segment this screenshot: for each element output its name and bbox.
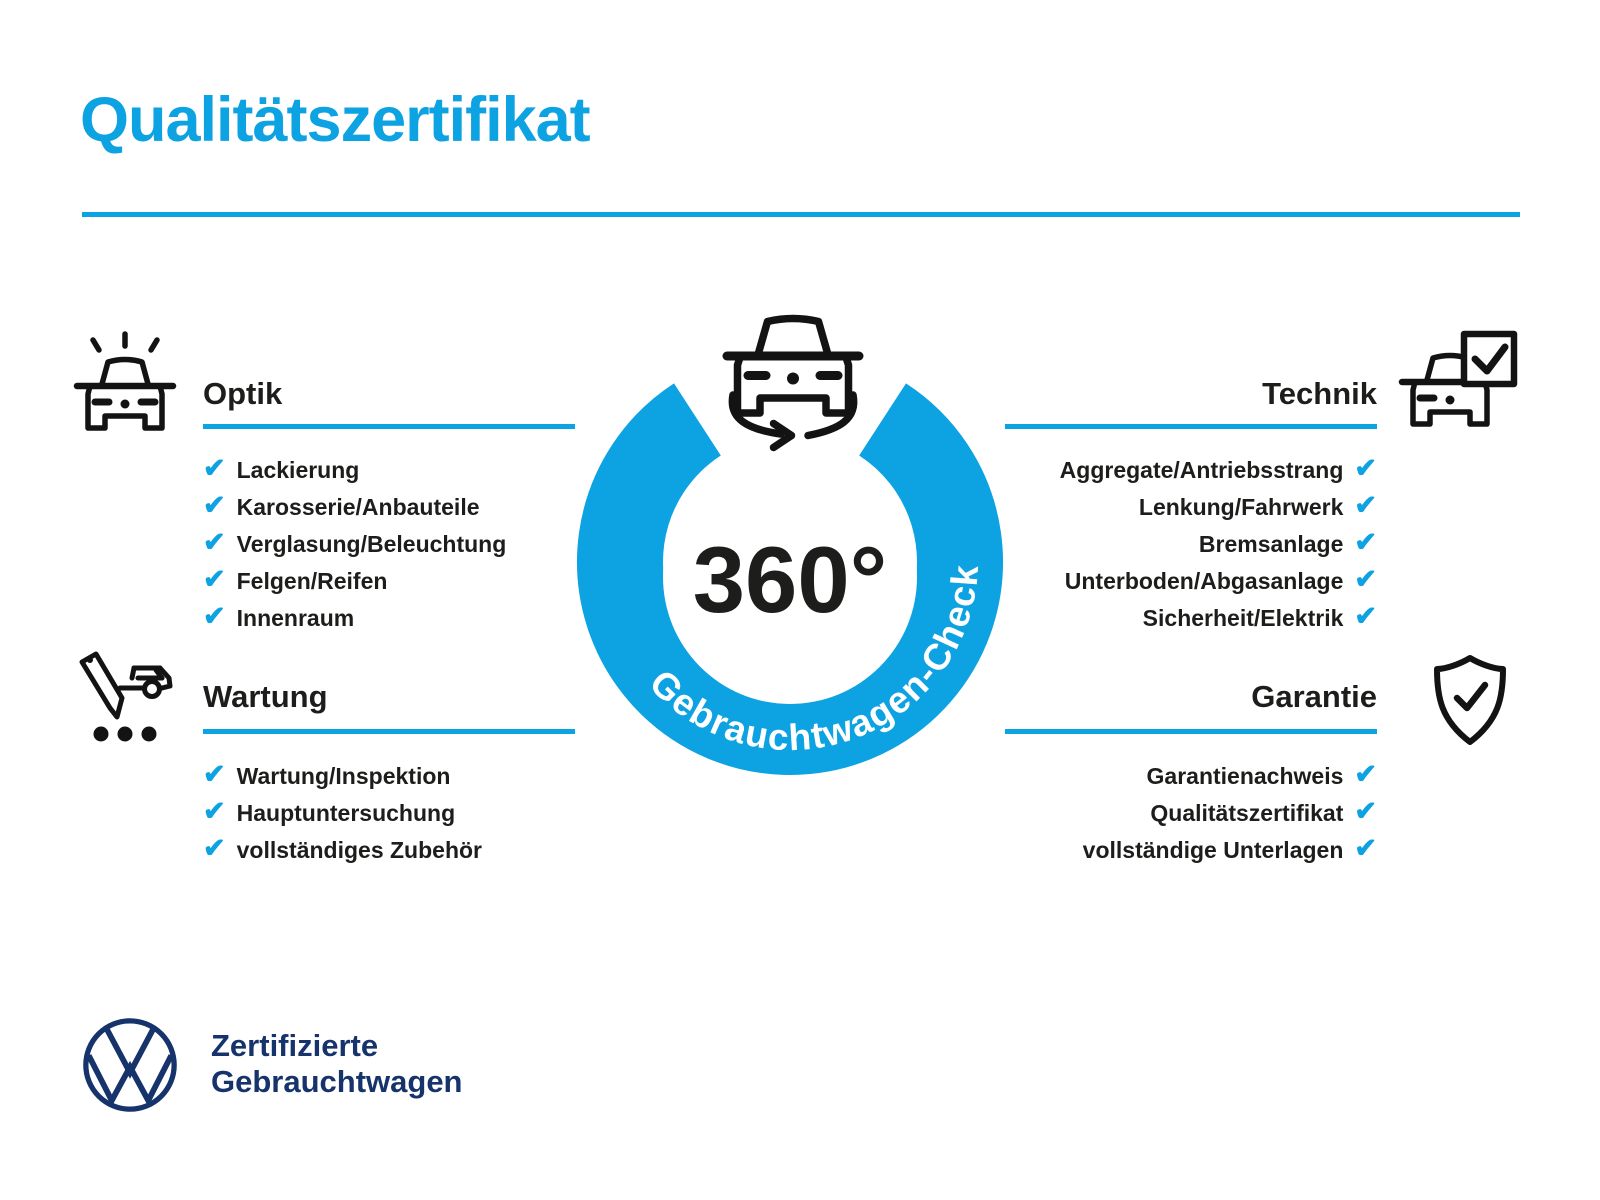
check-icon: ✔ (1354, 833, 1377, 863)
section-heading-wartung: Wartung (203, 679, 328, 714)
item-label: Qualitätszertifikat (1150, 800, 1344, 826)
check-icon: ✔ (203, 564, 226, 594)
optik-list (203, 452, 506, 637)
list-item (1150, 795, 1377, 832)
check-icon: ✔ (1354, 796, 1377, 826)
optik-underline (203, 424, 575, 429)
technik-underline (1005, 424, 1377, 429)
list-item (1060, 452, 1377, 489)
list-item (203, 600, 506, 637)
check-icon: ✔ (1354, 601, 1377, 631)
item-label: Karosserie/Anbauteile (236, 494, 480, 520)
item-label: Unterboden/Abgasanlage (1064, 568, 1344, 594)
360-degree-badge (540, 300, 1040, 790)
item-label: Verglasung/Beleuchtung (236, 531, 507, 557)
item-label: Lackierung (236, 457, 360, 483)
list-item (1143, 600, 1377, 637)
item-label: Lenkung/Fahrwerk (1138, 494, 1344, 520)
check-icon: ✔ (1354, 490, 1377, 520)
vw-logo (82, 1017, 178, 1113)
garantie-underline (1005, 729, 1377, 734)
item-label: Aggregate/Antriebsstrang (1059, 457, 1344, 483)
check-icon: ✔ (203, 796, 226, 826)
list-item (203, 452, 506, 489)
page-title: Qualitätszertifikat (80, 85, 590, 155)
check-icon: ✔ (1354, 453, 1377, 483)
check-icon: ✔ (203, 759, 226, 789)
pencil-checklist-car-icon (72, 642, 178, 746)
list-item (203, 563, 506, 600)
car-rotate-360-icon (727, 319, 859, 448)
list-item (1139, 489, 1377, 526)
wartung-list (203, 758, 482, 869)
list-item (203, 832, 482, 869)
check-icon: ✔ (1354, 759, 1377, 789)
list-item (1147, 758, 1377, 795)
list-item (203, 795, 482, 832)
wartung-underline (203, 729, 575, 734)
item-label: vollständige Unterlagen (1082, 837, 1344, 863)
list-item (203, 489, 506, 526)
badge-degree-label: 360° (692, 527, 888, 632)
list-item (1065, 563, 1377, 600)
title-divider (82, 212, 1520, 217)
item-label: vollständiges Zubehör (236, 837, 482, 863)
section-heading-technik: Technik (1262, 376, 1377, 411)
check-icon: ✔ (203, 833, 226, 863)
brand-line-2: Gebrauchtwagen (211, 1064, 463, 1099)
item-label: Sicherheit/Elektrik (1142, 605, 1344, 631)
check-icon: ✔ (203, 490, 226, 520)
car-checkbox-icon (1398, 328, 1522, 444)
list-item (203, 758, 482, 795)
item-label: Bremsanlage (1198, 531, 1344, 557)
shield-check-icon (1432, 652, 1508, 750)
brand-text (211, 1028, 463, 1100)
item-label: Hauptuntersuchung (236, 800, 456, 826)
list-item (203, 526, 506, 563)
item-label: Wartung/Inspektion (236, 763, 451, 789)
check-icon: ✔ (1354, 527, 1377, 557)
section-heading-optik: Optik (203, 376, 283, 411)
technik-list (1060, 452, 1377, 637)
shiny-car-icon (72, 326, 178, 440)
item-label: Felgen/Reifen (236, 568, 388, 594)
list-item (1083, 832, 1377, 869)
list-item (1199, 526, 1377, 563)
item-label: Garantienachweis (1146, 763, 1344, 789)
check-icon: ✔ (203, 453, 226, 483)
check-icon: ✔ (1354, 564, 1377, 594)
check-icon: ✔ (203, 601, 226, 631)
section-heading-garantie: Garantie (1251, 679, 1377, 714)
check-icon: ✔ (203, 527, 226, 557)
item-label: Innenraum (236, 605, 355, 631)
garantie-list (1083, 758, 1377, 869)
brand-line-1: Zertifizierte (211, 1028, 379, 1063)
badge-ring-label: Gebrauchtwagen-Check (641, 562, 987, 759)
